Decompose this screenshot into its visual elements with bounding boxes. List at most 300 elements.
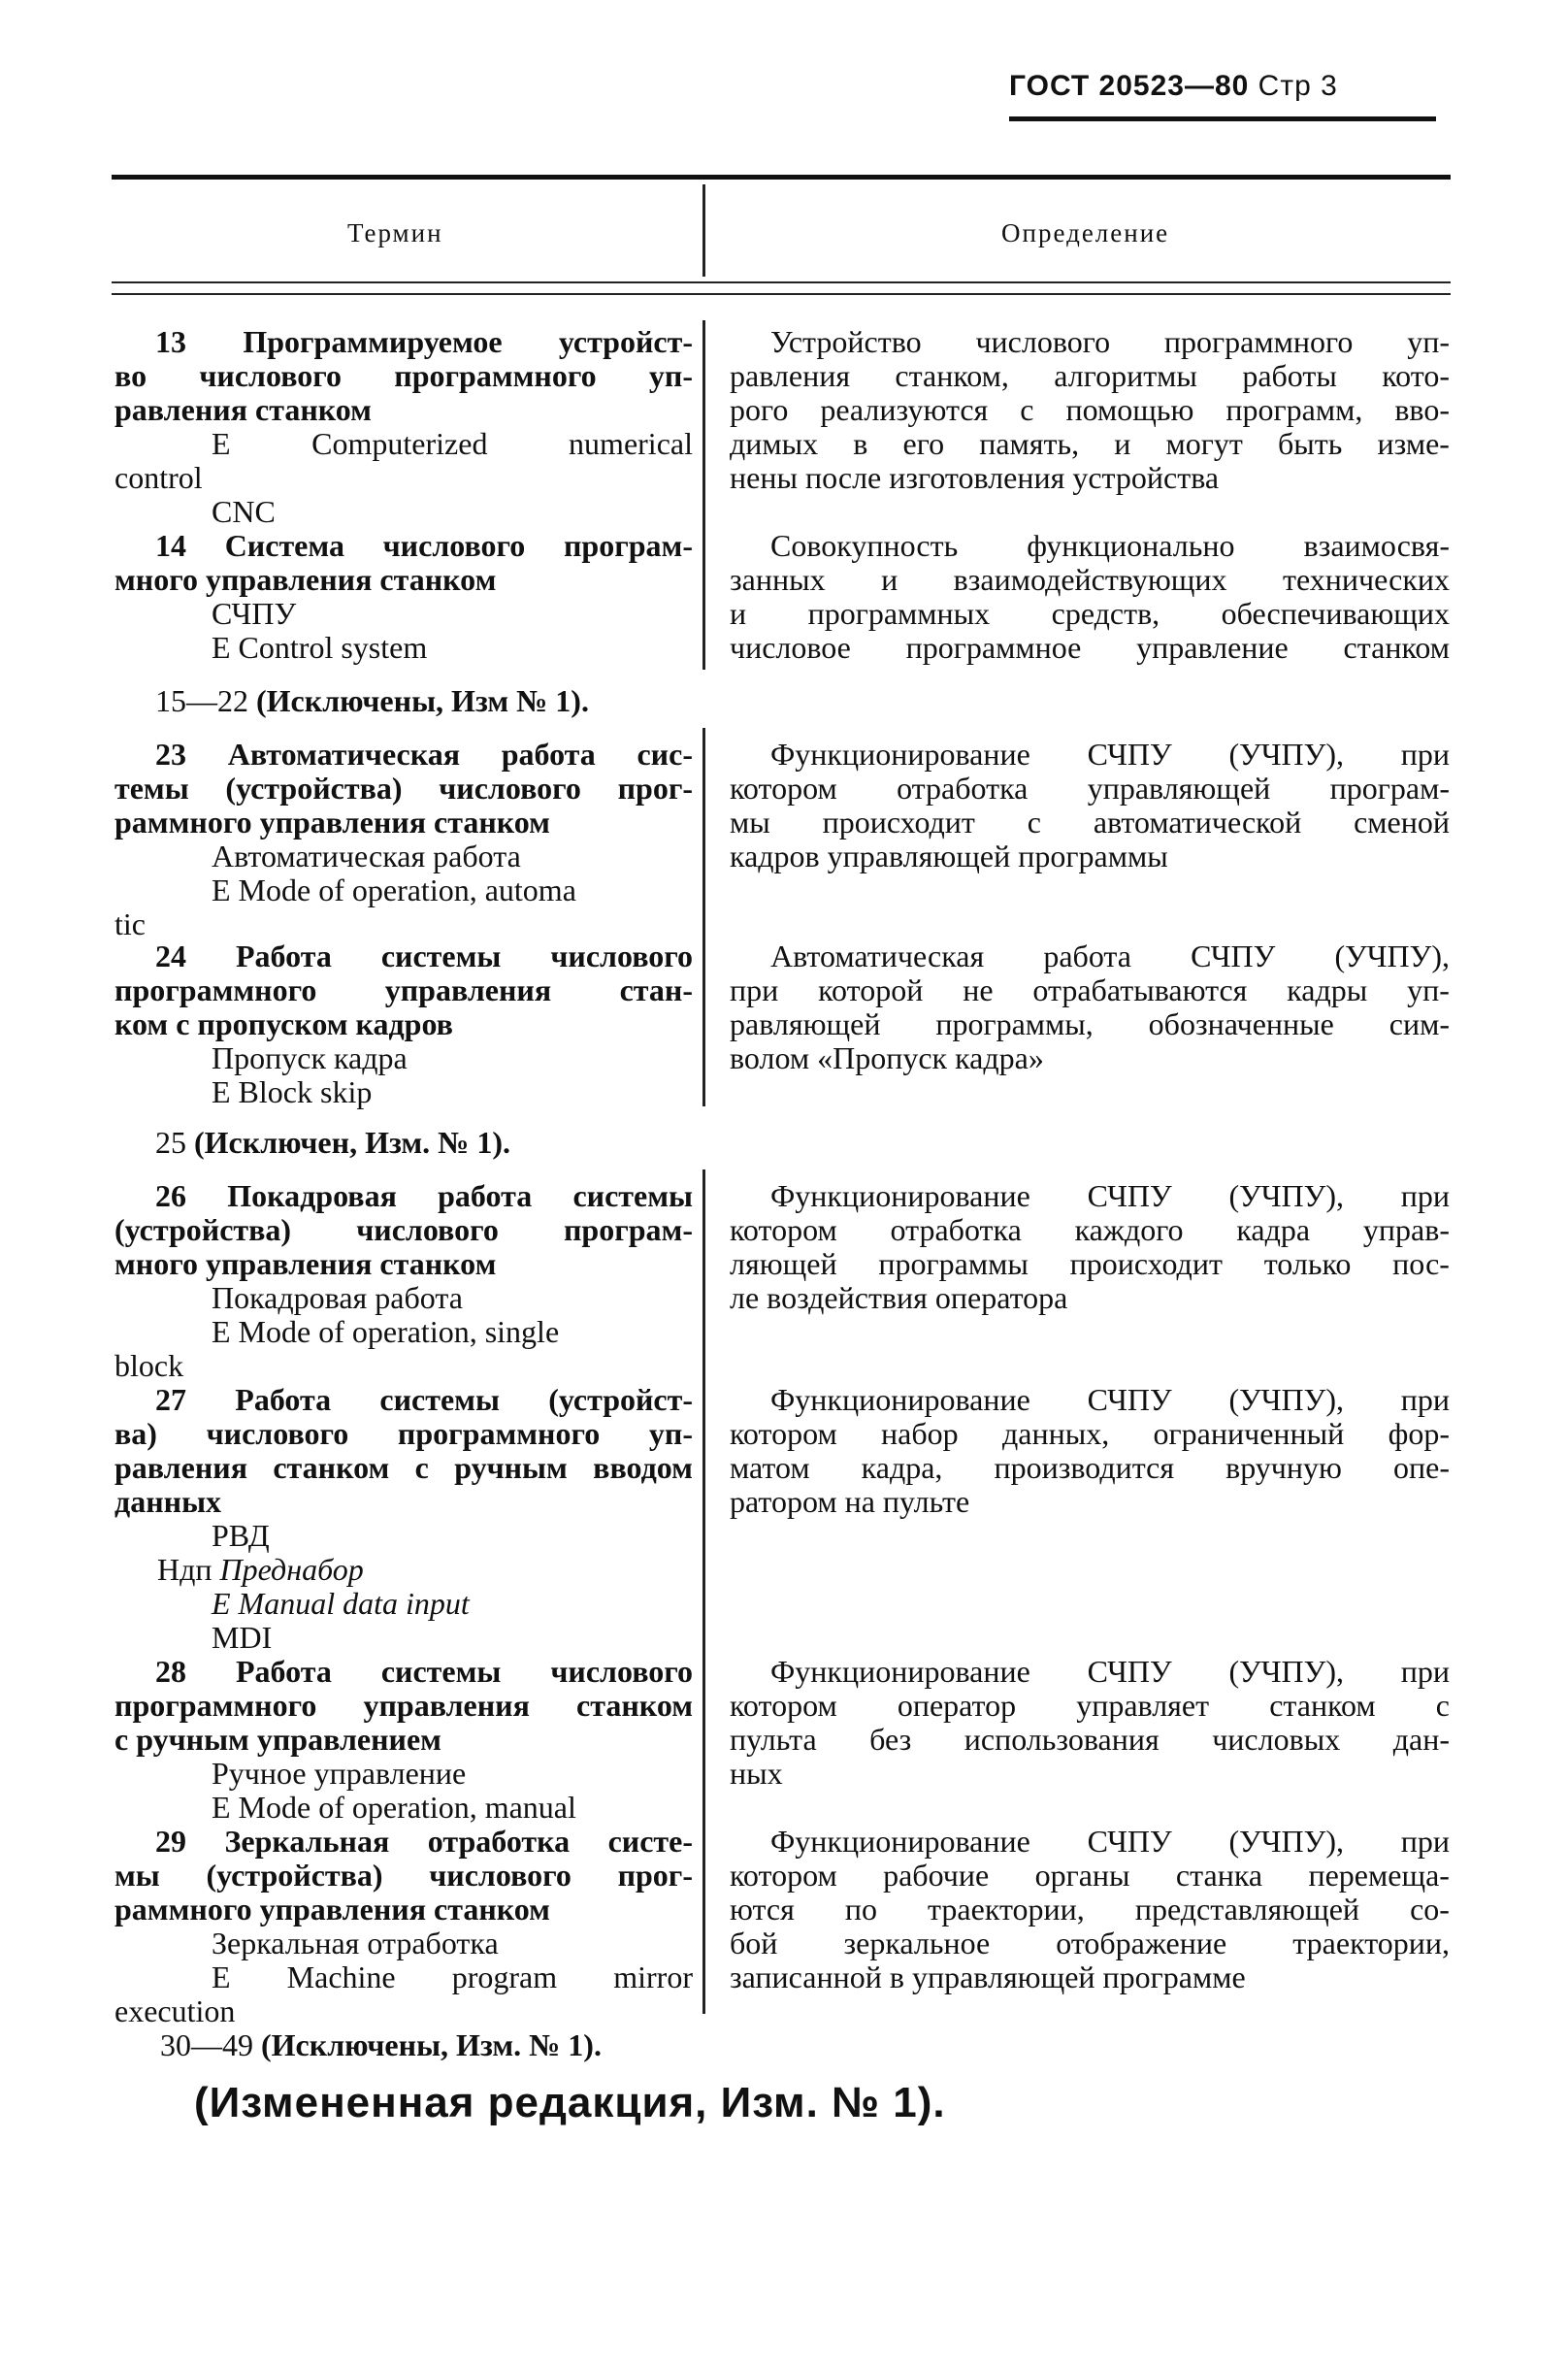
term-29	[114, 1825, 693, 2028]
definition-28	[730, 1655, 1450, 1791]
word: мы	[114, 1858, 160, 1893]
word: (УЧПУ),	[1334, 939, 1450, 973]
word: Автоматическая	[770, 939, 985, 973]
term-13	[114, 325, 693, 529]
word: Функционирование	[770, 1654, 1030, 1689]
word: без	[869, 1722, 912, 1757]
word: и	[1114, 426, 1131, 461]
word: Зеркальная	[224, 1824, 390, 1859]
column-divider	[702, 184, 705, 277]
def-line: ратором на пульте	[730, 1484, 970, 1519]
word: кото-	[1382, 358, 1450, 393]
word: сис-	[637, 737, 693, 772]
term-line	[114, 772, 693, 806]
word: системы	[379, 1382, 500, 1417]
word: числового	[439, 771, 581, 806]
word: управления	[363, 1688, 530, 1723]
term-line: раммного управления станком	[114, 1892, 550, 1926]
english-term-cont: control	[114, 460, 203, 495]
word: при	[1400, 1824, 1450, 1859]
word: органы	[1034, 1858, 1130, 1893]
deprecated-value: Преднабор	[219, 1552, 364, 1587]
word: числового	[199, 358, 342, 393]
word: данных,	[1001, 1416, 1110, 1451]
abbreviation: CNC	[212, 494, 276, 529]
word: 27	[155, 1382, 186, 1417]
word: 14	[155, 528, 186, 563]
word: програм-	[1329, 771, 1450, 806]
term-line: равления станком	[114, 392, 372, 427]
word: помощью	[1065, 392, 1194, 427]
word: работа	[501, 737, 596, 772]
word: 26	[155, 1178, 186, 1213]
word: управления	[384, 972, 552, 1007]
word: оператор	[897, 1688, 1017, 1723]
def-line	[730, 1213, 1450, 1247]
word: СЧПУ	[1087, 1382, 1172, 1417]
word: равления	[730, 358, 851, 393]
word: прог-	[617, 771, 693, 806]
word: програм-	[563, 1212, 693, 1247]
word: 24	[155, 939, 186, 973]
word: при	[1400, 1178, 1450, 1213]
word: (устройства)	[225, 771, 403, 806]
word: Совокупность	[770, 528, 959, 563]
word: Покадровая	[227, 1178, 397, 1213]
term-line: много управления станком	[114, 1246, 497, 1281]
english-term: E Mode of operation, automa	[212, 873, 576, 907]
word: mirror	[613, 1959, 693, 1994]
word: (УЧПУ),	[1228, 1382, 1344, 1417]
word: станком,	[895, 358, 1009, 393]
word: фор-	[1388, 1416, 1450, 1451]
english-term: E Mode of operation, single	[212, 1314, 560, 1349]
def-line	[730, 325, 1450, 359]
word: Функционирование	[770, 737, 1030, 772]
word: программы,	[935, 1006, 1094, 1041]
english-term	[114, 427, 693, 461]
word: пос-	[1392, 1246, 1450, 1281]
word: вводом	[593, 1450, 693, 1485]
word: траектории,	[928, 1892, 1085, 1926]
word: равляющей	[730, 1006, 881, 1041]
term-26	[114, 1179, 693, 1383]
word: могут	[1165, 426, 1243, 461]
word: кадры	[1287, 972, 1368, 1007]
word: средств,	[1051, 596, 1160, 631]
word: производится	[994, 1450, 1175, 1485]
word: с	[1020, 392, 1034, 427]
word: и	[730, 596, 747, 631]
deprecated-label: Ндп	[157, 1552, 212, 1587]
def-line	[730, 1655, 1450, 1689]
word: котором	[730, 771, 837, 806]
word: числового	[975, 324, 1111, 359]
definition-23	[730, 738, 1450, 873]
word: Система	[224, 528, 344, 563]
term-line: ком с пропуском кадров	[114, 1006, 453, 1041]
def-line	[730, 529, 1450, 563]
definition-27	[730, 1383, 1450, 1519]
word: числового	[550, 939, 693, 973]
word: программного	[397, 1416, 601, 1451]
word: ются	[730, 1892, 795, 1926]
word: числовое	[730, 630, 851, 665]
word: память,	[979, 426, 1080, 461]
def-line	[730, 806, 1450, 840]
word: и	[881, 562, 898, 597]
column-divider	[702, 320, 705, 670]
header-double-rule-bottom	[112, 293, 1451, 295]
word: котором	[730, 1416, 837, 1451]
word: кадра	[1236, 1212, 1311, 1247]
word: рабочие	[883, 1858, 990, 1893]
header-double-rule-top	[112, 281, 1451, 283]
word: Программируемое	[243, 324, 503, 359]
def-line	[730, 738, 1450, 772]
word: станка	[1175, 1858, 1263, 1893]
word: систе-	[607, 1824, 693, 1859]
word: представляющей	[1134, 1892, 1360, 1926]
page-number: 3	[1321, 70, 1338, 102]
word: программное	[905, 630, 1082, 665]
word: взаимодействующих	[953, 562, 1227, 597]
amendment-note: (Измененная редакция, Изм. № 1).	[194, 2079, 946, 2126]
term-line	[114, 1825, 693, 1859]
word: мы	[730, 805, 770, 840]
def-line	[730, 1689, 1450, 1723]
word: отображение	[1056, 1926, 1227, 1960]
word: (УЧПУ),	[1228, 1178, 1344, 1213]
exclusion-25	[155, 1126, 510, 1160]
word: которой	[818, 972, 924, 1007]
word: E	[212, 1959, 231, 1994]
word: станком	[273, 1450, 390, 1485]
word: технических	[1283, 562, 1450, 597]
word: программного	[394, 358, 597, 393]
word: отработка	[427, 1824, 571, 1859]
word: программного	[114, 972, 317, 1007]
def-line: нены после изготовления устройства	[730, 460, 1220, 495]
word: Функционирование	[770, 1382, 1030, 1417]
term-line	[114, 1451, 693, 1485]
word: занных	[730, 562, 826, 597]
term-line	[114, 529, 693, 563]
word: программ,	[1225, 392, 1363, 427]
word: ручным	[454, 1450, 568, 1485]
exclusion-30-49	[160, 2028, 602, 2062]
word: уп-	[648, 1416, 693, 1451]
def-line: кадров управляющей программы	[730, 839, 1168, 873]
def-line	[730, 1007, 1450, 1041]
word: не	[963, 972, 994, 1007]
word: с	[414, 1450, 429, 1485]
def-line	[730, 427, 1450, 461]
def-line: ле воздействия оператора	[730, 1280, 1068, 1315]
def-line	[730, 973, 1450, 1007]
page-header	[1009, 70, 1451, 103]
word: Устройство	[770, 324, 922, 359]
word: матом	[730, 1450, 810, 1485]
word: управляющей	[1087, 771, 1271, 806]
def-line	[730, 772, 1450, 806]
word: (устройст-	[548, 1382, 693, 1417]
word: котором	[730, 1688, 837, 1723]
english-term-cont: execution	[114, 1993, 236, 2028]
word: реализуются	[820, 392, 989, 427]
word: темы	[114, 771, 189, 806]
word: пульта	[730, 1722, 817, 1757]
word: программного	[1163, 324, 1354, 359]
english-abbreviation: MDI	[212, 1620, 273, 1655]
word: СЧПУ	[1087, 1178, 1172, 1213]
def-line	[730, 1893, 1450, 1926]
column-header-definition: Определение	[1001, 218, 1170, 247]
word: обеспечивающих	[1221, 596, 1450, 631]
word: E	[212, 426, 231, 461]
word: (УЧПУ),	[1228, 737, 1344, 772]
word: 23	[155, 737, 186, 772]
word: с	[1027, 805, 1041, 840]
word: при	[1400, 737, 1450, 772]
word: работа	[1043, 939, 1131, 973]
definition-14	[730, 529, 1450, 665]
word: ляющей	[730, 1246, 837, 1281]
def-line	[730, 563, 1450, 597]
term-line	[114, 325, 693, 359]
word: системы	[380, 939, 502, 973]
word: бой	[730, 1926, 778, 1960]
term-line	[114, 738, 693, 772]
word: станком	[1343, 630, 1450, 665]
word: числового	[206, 1416, 349, 1451]
exclusion-number: 15—22	[155, 683, 248, 718]
exclusion-text: (Исключен, Изм. № 1).	[194, 1125, 510, 1160]
table-top-rule	[112, 175, 1451, 180]
term-line	[114, 973, 693, 1007]
short-term: Автоматическая работа	[212, 839, 521, 873]
word: Функционирование	[770, 1178, 1030, 1213]
abbreviation: СЧПУ	[212, 596, 297, 631]
deprecated-term	[114, 1553, 693, 1587]
word: СЧПУ	[1087, 1654, 1172, 1689]
word: уп-	[1407, 324, 1450, 359]
def-line	[730, 1451, 1450, 1485]
term-line	[114, 1859, 693, 1893]
exclusion-text: (Исключены, Изм. № 1).	[261, 2027, 602, 2062]
word: алгоритмы	[1054, 358, 1197, 393]
word: траектории,	[1292, 1926, 1450, 1960]
short-term: Пропуск кадра	[212, 1040, 408, 1075]
word: стан-	[619, 972, 693, 1007]
term-line	[114, 1383, 693, 1417]
word: только	[1263, 1246, 1352, 1281]
word: при	[730, 972, 779, 1007]
word: числовых	[1212, 1722, 1341, 1757]
term-line	[114, 1655, 693, 1689]
abbreviation: РВД	[212, 1518, 270, 1553]
def-line	[730, 1417, 1450, 1451]
term-line: данных	[114, 1484, 222, 1519]
word: Работа	[235, 1382, 332, 1417]
word: изме-	[1377, 426, 1450, 461]
def-line	[730, 1179, 1450, 1213]
word: 29	[155, 1824, 186, 1859]
word: отрабатываются	[1032, 972, 1248, 1007]
word: устройст-	[558, 324, 693, 359]
english-term-cont: tic	[114, 906, 146, 941]
word: его	[902, 426, 945, 461]
word: numerical	[569, 426, 693, 461]
word: программы	[878, 1246, 1029, 1281]
word: со-	[1410, 1892, 1450, 1926]
exclusion-text: (Исключены, Изм № 1).	[256, 683, 589, 718]
word: уп-	[1407, 972, 1450, 1007]
word: управляет	[1076, 1688, 1210, 1723]
column-divider	[702, 1169, 705, 2014]
def-line	[730, 1859, 1450, 1893]
exclusion-15-22	[155, 684, 589, 718]
term-line	[114, 1417, 693, 1451]
def-line	[730, 1247, 1450, 1281]
word: (УЧПУ),	[1228, 1654, 1344, 1689]
word: program	[451, 1959, 558, 1994]
english-term	[114, 1960, 693, 1994]
word: программного	[114, 1688, 317, 1723]
word: зеркальное	[843, 1926, 991, 1960]
word: использования	[964, 1722, 1160, 1757]
word: автоматической	[1093, 805, 1302, 840]
word: опе-	[1392, 1450, 1450, 1485]
term-line: много управления станком	[114, 562, 497, 597]
word: ограниченный	[1153, 1416, 1345, 1451]
word: каждого	[1074, 1212, 1184, 1247]
def-line	[730, 1825, 1450, 1859]
word: СЧПУ	[1191, 939, 1276, 973]
def-line: ных	[730, 1756, 783, 1791]
word: рого	[730, 392, 789, 427]
term-line	[114, 359, 693, 393]
word: числового	[382, 528, 526, 563]
word: набор	[881, 1416, 959, 1451]
term-line	[114, 1179, 693, 1213]
word: котором	[730, 1212, 837, 1247]
def-line	[730, 359, 1450, 393]
word: прог-	[617, 1858, 693, 1893]
word: СЧПУ	[1087, 737, 1172, 772]
column-divider	[702, 728, 705, 1106]
word: взаимосвя-	[1303, 528, 1450, 563]
word: быть	[1278, 426, 1343, 461]
definition-29	[730, 1825, 1450, 1994]
standard-number: ГОСТ 20523—80	[1009, 70, 1250, 102]
word: функционально	[1027, 528, 1235, 563]
word: системы	[380, 1654, 502, 1689]
word: програм-	[563, 528, 693, 563]
term-28	[114, 1655, 693, 1825]
definition-24	[730, 939, 1450, 1075]
word: 28	[155, 1654, 186, 1689]
word: отработка	[890, 1212, 1022, 1247]
definition-13	[730, 325, 1450, 495]
english-term: E Block skip	[212, 1074, 373, 1109]
word: обозначенные	[1148, 1006, 1334, 1041]
exclusion-number: 25	[155, 1125, 186, 1160]
word: уп-	[648, 358, 693, 393]
word: вво-	[1394, 392, 1450, 427]
word: Machine	[286, 1959, 396, 1994]
term-24	[114, 939, 693, 1109]
def-line	[730, 1926, 1450, 1960]
word: станком	[1269, 1688, 1376, 1723]
word: равления	[114, 1450, 247, 1485]
word: при	[1400, 1654, 1450, 1689]
term-27	[114, 1383, 693, 1655]
word: вручную	[1225, 1450, 1342, 1485]
def-line	[730, 597, 1450, 631]
def-line: записанной в управляющей программе	[730, 1959, 1246, 1994]
word: Автоматическая	[227, 737, 460, 772]
word: происходит	[822, 805, 975, 840]
word: программных	[807, 596, 991, 631]
definition-26	[730, 1179, 1450, 1315]
word: работы	[1242, 358, 1337, 393]
word: станком	[576, 1688, 693, 1723]
word: кадра,	[861, 1450, 943, 1485]
exclusion-number: 30—49	[160, 2027, 253, 2062]
term-line	[114, 1689, 693, 1723]
word: (устройства)	[114, 1212, 292, 1247]
page-label: Стр	[1258, 70, 1312, 102]
word: работа	[438, 1178, 533, 1213]
english-term: E Mode of operation, manual	[212, 1790, 576, 1825]
word: числового	[356, 1212, 499, 1247]
word: ва)	[114, 1416, 157, 1451]
term-line	[114, 939, 693, 973]
short-term: Ручное управление	[212, 1756, 467, 1791]
word: происходит	[1069, 1246, 1223, 1281]
word: числового	[429, 1858, 572, 1893]
def-line	[730, 939, 1450, 973]
word: с	[1435, 1688, 1450, 1723]
def-line	[730, 1383, 1450, 1417]
def-line: волом «Пропуск кадра»	[730, 1040, 1044, 1075]
word: дан-	[1392, 1722, 1450, 1757]
def-line	[730, 1723, 1450, 1757]
english-term: E Manual data input	[212, 1586, 470, 1621]
word: котором	[730, 1858, 837, 1893]
word: 13	[155, 324, 186, 359]
word: перемеща-	[1308, 1858, 1450, 1893]
word: сим-	[1388, 1006, 1450, 1041]
word: отработка	[897, 771, 1029, 806]
term-line: раммного управления станком	[114, 805, 550, 840]
word: сменой	[1354, 805, 1450, 840]
word: Computerized	[311, 426, 488, 461]
word: во	[114, 358, 147, 393]
word: СЧПУ	[1087, 1824, 1172, 1859]
word: Работа	[236, 1654, 332, 1689]
column-header-term: Термин	[347, 218, 443, 247]
word: системы	[572, 1178, 693, 1213]
def-line	[730, 631, 1450, 665]
short-term: Зеркальная отработка	[212, 1926, 499, 1960]
header-rule	[1009, 116, 1436, 121]
english-term: E Control system	[212, 630, 428, 665]
word: числового	[550, 1654, 693, 1689]
word: в	[853, 426, 868, 461]
term-line	[114, 1213, 693, 1247]
